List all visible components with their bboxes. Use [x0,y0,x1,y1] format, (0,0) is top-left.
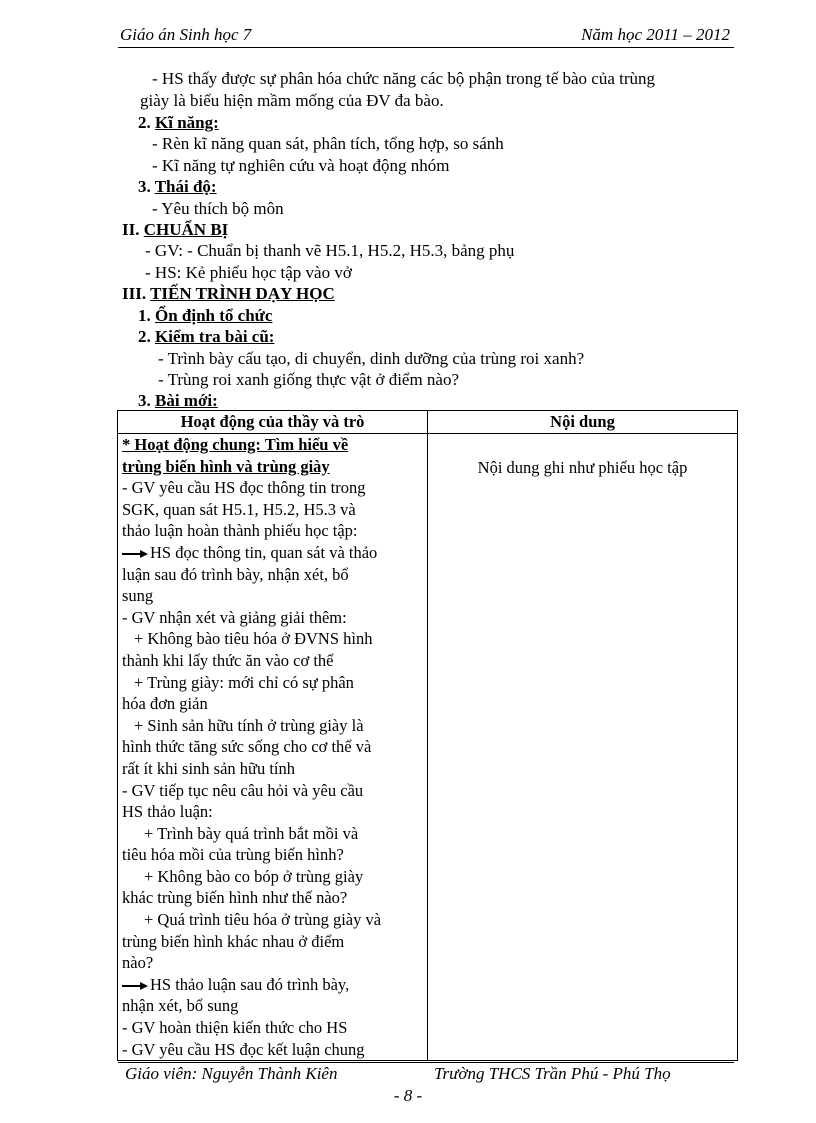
activity-line: luận sau đó trình bày, nhận xét, bổ [122,564,349,584]
prep-title: CHUẨN BỊ [143,220,229,239]
process-s2-item-1: - Trình bày cấu tạo, di chuyển, dinh dưỡng của trùng roi xanh? [158,349,585,368]
activity-title-2: trùng biến hình và trùng giày [122,456,330,476]
process-number: III. [122,284,147,303]
lesson-table [117,410,738,1061]
content-text: Nội dung ghi như phiếu học tập [477,458,688,477]
skills-heading [138,113,219,133]
activity-line: - GV tiếp tục nêu câu hỏi và yêu cầu [122,780,364,800]
activity-line: SGK, quan sát H5.1, H5.2, H5.3 và [122,499,356,519]
activity-line-arrow: HS đọc thông tin, quan sát và thảo [122,542,423,564]
attitude-title: Thái độ: [154,177,217,196]
process-s1-number: 1. [138,306,151,325]
prep-item-1: - GV: - Chuẩn bị thanh vẽ H5.1, H5.2, H5.3, bảng phụ [145,241,515,260]
skills-item-1: - Rèn kĩ năng quan sát, phân tích, tổng hợp, so sánh [152,134,504,153]
activity-line: - GV nhận xét và giảng giải thêm: [122,607,347,627]
activity-line: + Không bào tiêu hóa ở ĐVNS hình [134,629,373,649]
process-s2-number: 2. [138,327,151,346]
footer-teacher: Giáo viên: Nguyễn Thành Kiên [125,1064,338,1083]
page-number: - 8 - [393,1086,423,1105]
activity-line-arrow: HS thảo luận sau đó trình bày, [122,974,423,996]
table-header-row [118,411,738,434]
activity-line: HS thảo luận: [122,802,213,822]
process-s2-heading [138,327,274,347]
process-s2-item-2: - Trùng roi xanh giống thực vật ở điểm nào? [158,370,460,389]
prep-heading [122,220,228,240]
header-right: Năm học 2011 – 2012 [581,25,730,44]
footer-school: Trường THCS Trần Phú - Phú Thọ [434,1064,671,1083]
activity-line: sung [122,586,154,606]
intro-line-1: - HS thấy được sự phân hóa chức năng các bộ phận trong tế bào của trùng [152,69,656,88]
process-s2-title: Kiểm tra bài cũ: [155,327,275,346]
attitude-number: 3. [138,177,151,196]
activity-title-1: * Hoạt động chung: Tìm hiểu về [122,435,349,454]
skills-title: Kĩ năng: [155,113,219,132]
process-s3-number: 3. [138,391,151,410]
header-rule [118,47,734,48]
attitude-item-1: - Yêu thích bộ môn [152,199,284,218]
col-header-activities: Hoạt động của thầy và trò [118,411,428,434]
process-title: TIẾN TRÌNH DẠY HỌC [150,284,335,303]
process-s3-title: Bài mới: [155,391,218,410]
activity-line: nào? [122,953,154,973]
right-arrow-icon [122,549,150,559]
activity-line: + Sinh sản hữu tính ở trùng giày là [134,715,364,735]
process-s3-heading [138,391,218,411]
activity-line: thành khi lấy thức ăn vào cơ thể [122,650,334,670]
activity-line: thảo luận hoàn thành phiếu học tập: [122,521,358,541]
skills-number: 2. [138,113,151,132]
activity-line: rất ít khi sinh sản hữu tính [122,758,296,778]
activity-line: - GV hoàn thiện kiến thức cho HS [122,1018,348,1038]
table-body-row [118,434,738,1061]
activity-line: - GV yêu cầu HS đọc kết luận chung [122,1039,365,1059]
activity-line: nhận xét, bổ sung [122,996,239,1016]
activity-line: tiêu hóa mồi của trùng biến hình? [122,845,344,865]
activity-line: hình thức tăng sức sống cho cơ thể và [122,737,372,757]
right-arrow-icon [122,981,150,991]
activity-line: + Quá trình tiêu hóa ở trùng giày và [144,910,382,930]
activity-line: trùng biến hình khác nhau ở điểm [122,931,345,951]
col-header-content: Nội dung [428,411,738,434]
intro-line-2: giày là biểu hiện mầm mống của ĐV đa bào. [140,91,444,110]
prep-number: II. [122,220,140,239]
footer-rule [118,1062,734,1063]
header-left: Giáo án Sinh học 7 [120,25,252,44]
prep-item-2: - HS: Kẻ phiếu học tập vào vở [145,263,352,282]
activities-cell [118,434,428,1061]
activity-line: + Trùng giày: mới chỉ có sự phân [134,672,354,692]
process-heading [122,284,335,304]
attitude-heading [138,177,217,197]
activity-line: hóa đơn giản [122,694,208,714]
process-s1-heading [138,306,272,326]
activity-line: khác trùng biến hình như thế nào? [122,888,348,908]
activity-line: + Trình bày quá trình bắt mồi và [144,823,359,843]
content-cell [428,434,738,1061]
skills-item-2: - Kĩ năng tự nghiên cứu và hoạt động nhóm [152,156,450,175]
process-s1-title: Ổn định tổ chức [155,306,273,325]
activity-line: + Không bào co bóp ở trùng giày [144,866,364,886]
activity-line: - GV yêu cầu HS đọc thông tin trong [122,478,366,498]
